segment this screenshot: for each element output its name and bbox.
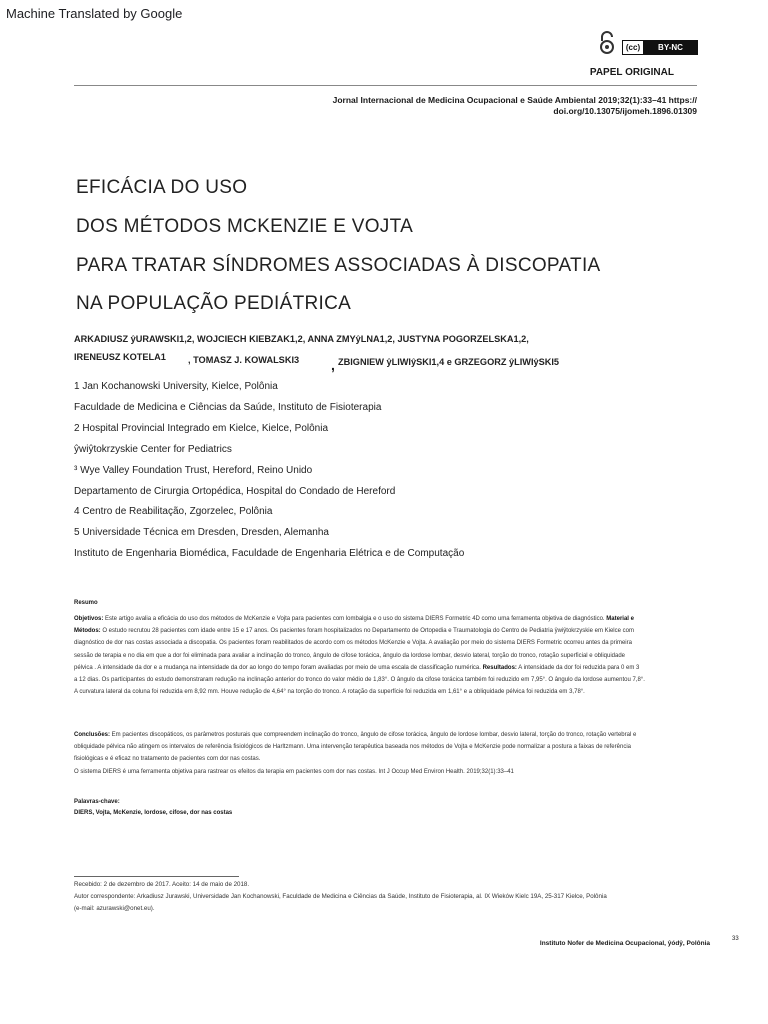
conclusions-line-4: O sistema DIERS é uma ferramenta objetiva para rastrear os efeitos da terapia em pacientes com dor nas costas. Int J Occup Med Environ Health. 2019;32(1):33–41 — [74, 768, 514, 775]
journal-citation — [277, 95, 697, 117]
abstract-heading: Resumo — [74, 600, 98, 606]
author-separator: , — [331, 357, 335, 373]
abstract-line-3: diagnóstico de dor nas costas associada a discopatia. Os pacientes foram reabilitados de acordo com os métodos McKenzie e Vojta. A avaliação por meio do sistema DIERS Formetric ocorreu antes da primeira — [74, 640, 632, 647]
page-number: 33 — [732, 936, 739, 942]
conclusoes-label: Conclusões: — [74, 732, 111, 738]
abstract-line-7: A curvatura lateral da coluna foi reduzida em 8,92 mm. Houve redução de 4,64° na torção do tronco. A rotação da superfície foi reduzida em 1,61° e a obliquidade pélvica foi reduzida em 3,78°. — [74, 689, 585, 696]
translation-banner: Machine Translated by Google — [6, 6, 183, 21]
footnote-email[interactable]: (e-mail: azurawski@onet.eu). — [74, 905, 155, 912]
affiliation-1-dept: Faculdade de Medicina e Ciências da Saúde, Instituto de Fisioterapia — [74, 402, 382, 413]
objetivos-text: Este artigo avalia a eficácia do uso dos métodos de McKenzie e Vojta para pacientes com lombalgia e o uso do sistema DIERS Formetric 4D como uma ferramenta objetiva de diagnóstico. — [103, 616, 605, 622]
abstract-line-5: pélvica . A intensidade da dor e a mudança na intensidade da dor ao longo do tempo foram avaliadas por meio de uma escala de classificação numérica. — [74, 664, 481, 671]
header-divider — [74, 85, 697, 86]
affiliation-1: 1 Jan Kochanowski University, Kielce, Polônia — [74, 381, 278, 392]
affiliation-2: 2 Hospital Provincial Integrado em Kielce, Kielce, Polônia — [74, 423, 329, 434]
title-line-1: EFICÁCIA DO USO — [76, 177, 248, 198]
paper-type: PAPEL ORIGINAL — [589, 67, 674, 78]
abstract-body — [74, 613, 694, 698]
abstract-line-6: a 12 dias. Os participantes do estudo demonstraram redução na inclinação anterior do tronco do valor médio de 1,83°. O ângulo da cifose torácica também foi reduzido em 7,95°. O ângulo da lordose aumentou 7,8°. — [74, 677, 645, 684]
conclusions-line-2: obliquidade pélvica não atingem os intervalos de referência fisiológicos de Harltzmann. Uma intervenção terapêutica baseada nos métodos de Vojta e McKenzie pode normalizar a postura a faixas de referência — [74, 744, 631, 751]
footnote-divider — [74, 876, 239, 877]
affiliation-2-dept: ŷwiŷtokrzyskie Center for Pediatrics — [74, 444, 232, 455]
abstract-line-4: sessão de terapia e no dia em que a dor foi eliminada para avaliar a inclinação do tronco, ângulo de cifose torácica, ângulo da lordose lombar, desvio lateral, torção do tronco, rotação superficial e obliquidade — [74, 652, 626, 659]
author-kotela: IRENEUSZ KOTELA1 — [74, 352, 166, 362]
title-line-3: PARA TRATAR SÍNDROMES ASSOCIADAS À DISCOPATIA — [76, 255, 601, 276]
metodos-label: Métodos: — [74, 628, 101, 635]
author-kowalski: , TOMASZ J. KOWALSKI3 — [188, 355, 300, 365]
license-type: BY-NC — [644, 41, 697, 54]
open-access-icon — [597, 30, 617, 56]
title-line-2: DOS MÉTODOS MCKENZIE E VOJTA — [76, 216, 414, 237]
conclusions — [74, 729, 694, 778]
affiliation-4: 4 Centro de Reabilitação, Zgorzelec, Polônia — [74, 506, 273, 517]
keywords-text: DIERS, Vojta, McKenzie, lordose, cifose, dor nas costas — [74, 810, 233, 816]
affiliation-5-dept: Instituto de Engenharia Biomédica, Faculdade de Engenharia Elétrica e de Computação — [74, 548, 465, 559]
journal-doi[interactable]: doi.org/10.13075/ijomeh.1896.01309 — [553, 106, 697, 116]
author-sliwinski: ZBIGNIEW ŷLIWIŷSKI1,4 e GRZEGORZ ŷLIWIŷSKI5 — [338, 357, 560, 367]
affiliation-5: 5 Universidade Técnica em Dresden, Dresden, Alemanha — [74, 527, 329, 538]
keywords-heading: Palavras-chave: — [74, 799, 120, 805]
journal-line-1: Jornal Internacional de Medicina Ocupacional e Saúde Ambiental 2019;32(1):33–41 https:// — [332, 95, 697, 105]
resultados-label: Resultados: — [480, 664, 517, 671]
authors-line-1: ARKADIUSZ ŷURAWSKI1,2, WOJCIECH KIEBZAK1,2, ANNA ZMYŷLNA1,2, JUSTYNA POGORZELSKA1,2, — [74, 334, 529, 344]
title-line-4: NA POPULAÇÃO PEDIÁTRICA — [76, 293, 352, 314]
abstract-line-2: O estudo recrutou 28 pacientes com idade entre 15 e 17 anos. Os pacientes foram hospitalizados no Departamento de Ortopedia e Traumatologia do Centro de Pediatria ŷwiŷtokrzyskie em Kielce com — [100, 628, 634, 635]
objetivos-label: Objetivos: — [74, 616, 104, 622]
footer-institute: Instituto Nofer de Medicina Ocupacional, ŷódŷ, Polônia — [539, 940, 710, 947]
footnote-received: Recebido: 2 de dezembro de 2017. Aceito: 14 de maio de 2018. — [74, 881, 250, 888]
footnote-corresponding: Autor correspondente: Arkadiusz Jurawski, Universidade Jan Kochanowski, Faculdade de Medicina e Ciências da Saúde, Instituto de Fisioterapia, al. IX Wieków Kielc 19A, 25-317 Kielce, Polônia — [74, 893, 607, 900]
license-badge — [622, 40, 698, 55]
material-label: Material e — [604, 616, 634, 622]
conclusions-line-3: fisiológicas e é eficaz no tratamento de pacientes com dor nas costas. — [74, 756, 261, 763]
cc-icon: (cc) — [623, 41, 644, 54]
affiliation-3: ³ Wye Valley Foundation Trust, Hereford, Reino Unido — [74, 465, 313, 476]
resultados-text: A intensidade da dor foi reduzida para 0 em 3 — [516, 664, 640, 671]
conclusions-line-1: Em pacientes discopáticos, os parâmetros posturais que compreendem inclinação do tronco, ângulo de cifose torácica, ângulo de lordose lombar, desvio lateral, torção do tronco, rotação vertebral e — [110, 732, 637, 738]
affiliation-3-dept: Departamento de Cirurgia Ortopédica, Hospital do Condado de Hereford — [74, 486, 396, 497]
